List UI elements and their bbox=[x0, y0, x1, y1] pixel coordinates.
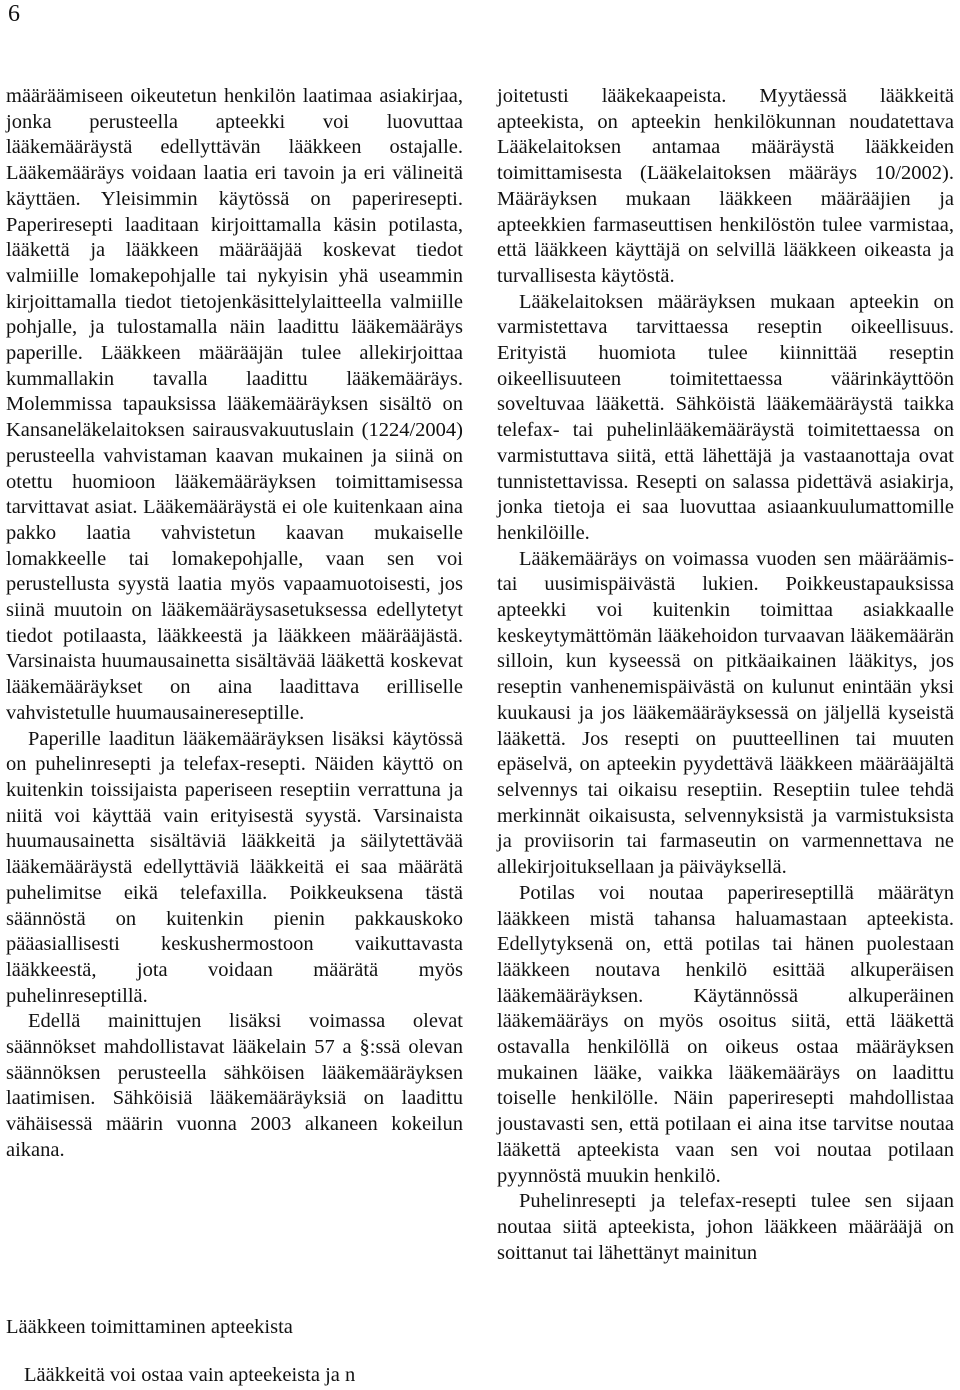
paragraph: Potilas voi noutaa paperireseptillä määrätyn lääkkeen mistä tahansa haluamastaan apteekista. Edellytyksenä on, että potilas tai hänen puolestaan lääkkeen noutava henkilö esittää alkuperäisen lääkemääräyksen. Käytännössä alkuperäinen lääkemääräys on myös osoitus siitä, että lääkettä ostavalla henkilöllä on oikeus ostaa määräyksen mukainen lääke, vaikka lääkemääräys on laadittu toiselle henkilölle. Näin paperiresepti mahdollistaa joustavasti sen, että potilaan ei aina itse tarvitse noutaa lääkettä apteekista vaan sen voi noutaa potilaan pyynnöstä muukin henkilö. bbox=[497, 881, 954, 1187]
paragraph: Puhelinresepti ja telefax-resepti tulee sen sijaan noutaa siitä apteekista, johon lääkkeen määrääjä on soittanut tai lähettänyt mainitun bbox=[497, 1190, 954, 1264]
section-first-line: Lääkkeitä voi ostaa vain apteekeista ja n bbox=[24, 1364, 356, 1386]
paragraph: Lääkelaitoksen määräyksen mukaan apteekin on varmistettava tarvittaessa reseptin oikeellisuus. Erityistä huomiota tulee kiinnittää reseptin oikeellisuuteen toimitettaessa väärinkäyttöön soveltuvaa lääkettä. Sähköistä lääkemääräystä taikka telefax- tai puhelinlääkemääräystä toimitettaessa on varmistuttava siitä, että lähettäjä ja vastaanottaja ovat tunnistettavissa. Resepti on salassa pidettävä asiakirja, jonka tietoja ei saa luovuttaa asiaankuulumattomille henkilöille. bbox=[497, 290, 954, 544]
section-heading: Lääkkeen toimittaminen apteekista bbox=[6, 1316, 293, 1338]
left-column bbox=[6, 84, 463, 1164]
paragraph: Edellä mainittujen lisäksi voimassa olevat säännökset mahdollistavat lääkelain 57 a §:ssä olevan säännöksen perusteella sähköisen lääkemääräyksen laatimisen. Sähköisiä lääkemääräyksiä on laadittu vähäisessä määrin vuonna 2003 alkaneen kokeilun aikana. bbox=[6, 1010, 463, 1161]
paragraph: joitetusti lääkekaapeista. Myytäessä lääkkeitä apteekista, on apteekin henkilökunnan noudatettava Lääkelaitoksen antamaa määräystä lääkkeiden toimittamisesta (Lääkelaitoksen määräys 10/2002). Määräyksen mukaan lääkkeen määrääjien ja apteekkien farmaseuttisen henkilöstön tulee varmistaa, että lääkkeen käyttäjä on selvillä lääkkeen oikeasta ja turvallisesta käytöstä. bbox=[497, 85, 954, 287]
right-column bbox=[497, 84, 954, 1266]
paragraph: määräämiseen oikeutetun henkilön laatimaa asiakirjaa, jonka perusteella apteekki voi luovuttaa lääkemääräystä edellyttävän lääkkeen ostajalle. Lääkemääräys voidaan laatia eri tavoin ja eri välineitä käyttäen. Yleisimmin käytössä on paperiresepti. Paperiresepti laaditaan kirjoittamalla käsin potilasta, lääkettä ja lääkkeen määrääjää koskevat tiedot valmiille lomakepohjalle tai nykyisin yhä useammin kirjoittamalla tiedot tietojenkäsittelylaitteella valmiille pohjalle, ja tulostamalla näin laadittu lääkemääräys paperille. Lääkkeen määrääjän tulee allekirjoittaa kummallakin tavalla laadittu lääkemääräys. Molemmissa tapauksissa lääkemääräyksen sisältö on Kansaneläkelaitoksen sairausvakuutuslain (1224/2004) perusteella vahvistaman kaavan mukainen ja siinä on otettu huomioon lääkemääräyksen toimittamisessa tarvittavat asiat. Lääkemääräystä ei ole kuitenkaan aina pakko laatia vahvistetun kaavan mukaiselle lomakkeelle tai lomakepohjalle, vaan sen voi perustellusta syystä laatia myös vapaamuotoisesti, jos siinä muutoin on lääkemääräysasetuksessa edellytetyt tiedot potilaasta, lääkkeestä ja lääkkeen määrääjästä. Varsinaista huumausainetta sisältävää lääkettä koskevat lääkemääräykset on aina laadittava erilliselle vahvistetulle huumausainereseptille. bbox=[6, 85, 463, 724]
paragraph: Paperille laaditun lääkemääräyksen lisäksi käytössä on puhelinresepti ja telefax-resepti. Näiden käyttö on kuitenkin toissijaista paperiseen reseptiin verrattuna ja niitä voi käyttää vain erityisestä syystä. Varsinaista huumausainetta sisältäviä lääkkeitä ja säilytettävää lääkemääräystä edellyttäviä lääkkeitä ei saa määrätä puhelimitse eikä telefaxilla. Poikkeuksena tästä säännöstä on kuitenkin pienin pakkauskoko pääasiallisesti keskushermostoon vaikuttavasta lääkkeestä, jota voidaan määrätä myös puhelinreseptillä. bbox=[6, 727, 463, 1007]
page-number: 6 bbox=[8, 1, 20, 27]
paragraph: Lääkemääräys on voimassa vuoden sen määräämis- tai uusimispäivästä lukien. Poikkeustapauksissa apteekki voi kuitenkin toimittaa asiakkaalle keskeytymättömän lääkehoidon turvaavan lääkemäärän silloin, kun kyseessä on pitkäaikainen lääkitys, jos reseptin vanhenemispäivästä on kulunut enintään yksi kuukausi ja jos lääkemääräyksessä on jäljellä kyseistä lääkettä. Jos resepti on puutteellinen tai muuten epäselvä, on apteekin pyydettävä lääkkeen määrääjältä selvennys tai oikaisu reseptiin. Reseptiin tulee tehdä merkinnät oikaisusta, selvennyksistä ja varmistuksista ja proviisorin tai farmaseutin on varmennettava ne allekirjoituksellaan ja päiväyksellä. bbox=[497, 547, 954, 879]
